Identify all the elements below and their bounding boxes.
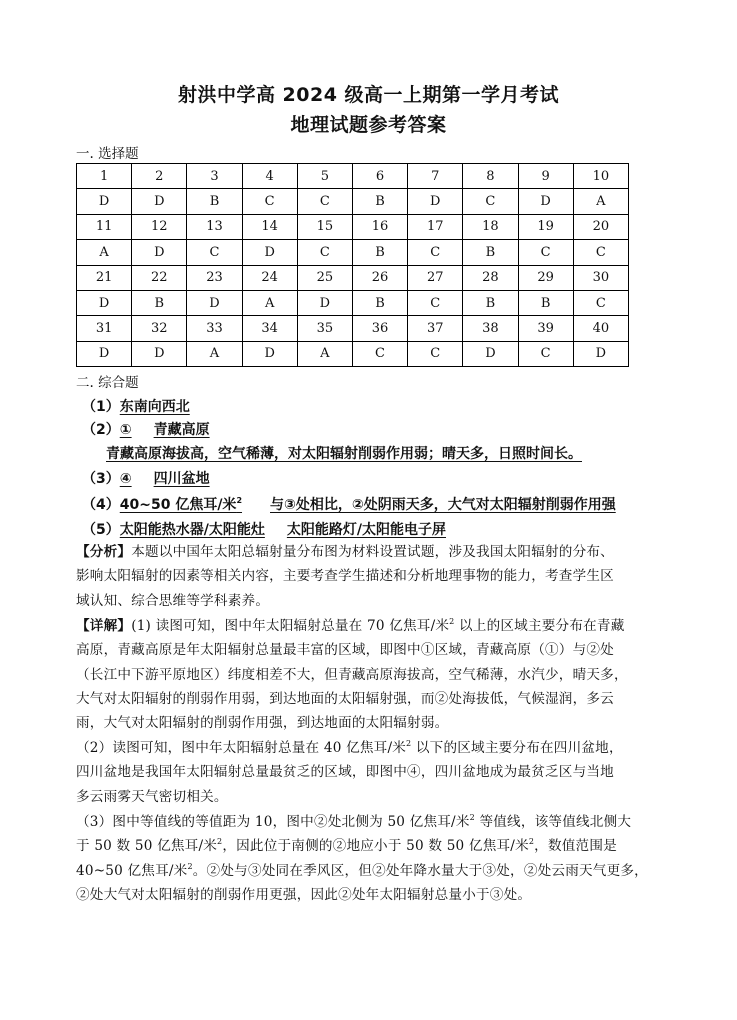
answer-key-cell: D — [132, 240, 187, 265]
question-number-cell: 14 — [242, 214, 297, 239]
text-line: 多云雨雾天气密切相关。 — [76, 788, 228, 805]
question-4-answer — [82, 494, 616, 514]
answer-key-cell: D — [297, 290, 352, 315]
answer-key-cell: C — [463, 189, 518, 214]
question-number-cell: 2 — [132, 164, 187, 189]
answer-key-cell: C — [187, 240, 242, 265]
answer-key-cell: B — [352, 290, 407, 315]
question-number-row — [77, 164, 629, 189]
answer-key-cell: A — [297, 341, 352, 366]
text-fragment: 以上的区域主要分布在青藏 — [454, 618, 625, 634]
text-fragment: ，数值范围是 — [534, 838, 617, 855]
unit-superscript: 2 — [187, 861, 193, 871]
unit-superscript: 2 — [217, 837, 223, 847]
question-number-row — [77, 265, 629, 290]
question-number-cell: 16 — [352, 214, 407, 239]
question-number-cell: 6 — [352, 164, 407, 189]
question-number-cell: 35 — [297, 316, 352, 341]
question-number-cell: 34 — [242, 316, 297, 341]
question-number-cell: 33 — [187, 316, 242, 341]
text-fragment: 。②处与③处同在季风区，但②处年降水量大于③处，②处云雨天气更多， — [192, 862, 648, 879]
text-line: （长江中下游平原地区）纬度相差不大，但青藏高原海拔高，空气稀薄，水汽少，晴天多， — [76, 666, 628, 683]
value-text: 40~50 亿焦耳/米 — [119, 497, 237, 513]
question-number-cell: 8 — [463, 164, 518, 189]
question-number-cell: 18 — [463, 214, 518, 239]
question-number-cell: 11 — [77, 214, 132, 239]
question-number-cell: 5 — [297, 164, 352, 189]
question-number: （3） — [82, 471, 120, 487]
answer-text: 四川盆地 — [153, 471, 210, 487]
answer-key-cell: D — [187, 290, 242, 315]
answer-key-cell: A — [573, 189, 628, 214]
answer-key-cell: C — [297, 240, 352, 265]
question-number: （2） — [82, 422, 120, 438]
answer-key-row — [77, 189, 629, 214]
answer-key-cell: B — [518, 290, 573, 315]
answer-key-cell: C — [518, 240, 573, 265]
question-number: （5） — [82, 522, 120, 538]
unit-superscript: 2 — [406, 739, 412, 748]
text-fragment: 等值线，该等值线北侧大 — [474, 814, 632, 830]
question-number-cell: 22 — [132, 265, 187, 290]
answer-key-row — [77, 240, 629, 265]
text-line: 高原，青藏高原是年太阳辐射总量最丰富的区域，即图中①区域，青藏高原（①）与②处 — [76, 642, 614, 659]
answer-key-cell: D — [132, 341, 187, 366]
text-fragment: 40~50 亿焦耳/米 — [76, 862, 188, 879]
question-number-cell: 39 — [518, 316, 573, 341]
question-number-cell: 37 — [408, 316, 463, 341]
unit-superscript: 2 — [469, 813, 475, 822]
question-number-cell: 21 — [77, 265, 132, 290]
question-1-answer — [82, 396, 190, 416]
question-number-cell: 36 — [352, 316, 407, 341]
question-number-row — [77, 214, 629, 239]
answer-text: 青藏高原 — [153, 422, 210, 438]
text-line: ②处大气对太阳辐射的削弱作用更强，因此②处年太阳辐射总量小于③处。 — [76, 886, 532, 903]
answer-reason: 与③处相比，②处阴雨天多，大气对太阳辐射削弱作用强 — [270, 497, 616, 513]
text-fragment: ，因此位于南侧的②地应小于 50 数 50 亿焦耳/米 — [222, 838, 529, 855]
analysis-paragraph — [76, 540, 676, 613]
answer-key-cell: D — [77, 189, 132, 214]
answer-key-cell: C — [352, 341, 407, 366]
question-number-cell: 12 — [132, 214, 187, 239]
answer-key-cell: C — [408, 290, 463, 315]
question-number-cell: 30 — [573, 265, 628, 290]
question-number-cell: 40 — [573, 316, 628, 341]
question-number-cell: 25 — [297, 265, 352, 290]
unit-superscript: 2 — [236, 496, 243, 505]
question-number-cell: 1 — [77, 164, 132, 189]
unit-superscript: 2 — [528, 837, 535, 847]
text-fragment: （3）图中等值线的等值距为 10，图中②处北侧为 50 亿焦耳/米 — [76, 814, 470, 830]
question-number-cell: 17 — [408, 214, 463, 239]
answer-key-cell: A — [187, 341, 242, 366]
question-number-cell: 4 — [242, 164, 297, 189]
question-number-cell: 23 — [187, 265, 242, 290]
answer-key-cell: D — [518, 189, 573, 214]
question-number: （1） — [82, 399, 120, 415]
answer-key-cell: C — [573, 240, 628, 265]
question-number-cell: 7 — [408, 164, 463, 189]
answer-key-cell: B — [352, 189, 407, 214]
answer-key-cell: D — [408, 189, 463, 214]
answer-key-cell: C — [408, 341, 463, 366]
detail-paragraph-2 — [76, 736, 676, 809]
answer-text-1: 太阳能热水器/太阳能灶 — [119, 522, 265, 538]
question-number-cell: 29 — [518, 265, 573, 290]
text-line: 大气对太阳辐射的削弱作用弱，到达地面的太阳辐射强，而②处海拔低，气候湿润，多云 — [76, 690, 614, 707]
question-3-answer — [82, 468, 210, 488]
analysis-label: 【分析】 — [76, 544, 132, 560]
answer-key-cell: B — [463, 240, 518, 265]
question-number-cell: 26 — [352, 265, 407, 290]
question-5-answer — [82, 519, 446, 539]
answer-key-row — [77, 341, 629, 366]
question-number-cell: 19 — [518, 214, 573, 239]
answer-mark: ① — [119, 422, 132, 438]
text-line: 本题以中国年太阳总辐射量分布图为材料设置试题，涉及我国太阳辐射的分布、 — [131, 544, 614, 560]
detail-paragraph-3 — [76, 810, 676, 907]
section-choice-heading: 一. 选择题 — [76, 146, 139, 162]
answer-key-cell: A — [77, 240, 132, 265]
question-number-cell: 10 — [573, 164, 628, 189]
text-line: 影响太阳辐射的因素等相关内容，主要考查学生描述和分析地理事物的能力，考查学生区 — [76, 568, 614, 585]
question-2-reason — [106, 443, 582, 463]
question-number-cell: 38 — [463, 316, 518, 341]
question-number-row — [77, 316, 629, 341]
answer-key-cell: D — [242, 341, 297, 366]
question-2-answer — [82, 419, 210, 439]
question-number-cell: 13 — [187, 214, 242, 239]
answer-key-cell: D — [573, 341, 628, 366]
answer-text: 东南向西北 — [119, 399, 190, 415]
answer-key-cell: D — [463, 341, 518, 366]
question-number-cell: 15 — [297, 214, 352, 239]
question-number-cell: 32 — [132, 316, 187, 341]
answer-reason: 青藏高原海拔高，空气稀薄，对太阳辐射削弱作用弱；晴天多，日照时间长。 — [106, 446, 582, 462]
question-number-cell: 28 — [463, 265, 518, 290]
text-line: 雨，大气对太阳辐射的削弱作用强，到达地面的太阳辐射弱。 — [76, 715, 449, 732]
question-number-cell: 20 — [573, 214, 628, 239]
question-number-cell: 27 — [408, 265, 463, 290]
answer-text-2: 太阳能路灯/太阳能电子屏 — [286, 522, 446, 538]
answer-key-cell: B — [352, 240, 407, 265]
question-number-cell: 24 — [242, 265, 297, 290]
text-fragment: （2）读图可知，图中年太阳辐射总量在 40 亿焦耳/米 — [76, 740, 407, 756]
answer-key-cell: D — [242, 240, 297, 265]
answer-key-cell: B — [187, 189, 242, 214]
answer-key-cell: D — [77, 341, 132, 366]
answer-key-cell: D — [77, 290, 132, 315]
answer-key-cell: C — [297, 189, 352, 214]
answer-key-cell: C — [408, 240, 463, 265]
answer-key-row — [77, 290, 629, 315]
answer-key-cell: D — [132, 189, 187, 214]
question-number-cell: 9 — [518, 164, 573, 189]
answer-key-cell: C — [518, 341, 573, 366]
answer-key-cell: B — [463, 290, 518, 315]
answer-key-cell: B — [132, 290, 187, 315]
answer-value — [120, 497, 256, 513]
detail-label: 【详解】 — [76, 618, 132, 634]
answer-mark: ④ — [119, 471, 132, 487]
text-fragment: 以下的区域主要分布在四川盆地， — [411, 740, 623, 756]
text-fragment: (1) 读图可知，图中年太阳辐射总量在 70 亿焦耳/米 — [131, 618, 450, 634]
text-fragment: 于 50 数 50 亿焦耳/米 — [76, 838, 218, 855]
unit-superscript: 2 — [449, 617, 455, 626]
section-comprehensive-heading: 二. 综合题 — [76, 375, 139, 391]
page-subtitle: 地理试题参考答案 — [290, 114, 447, 136]
detail-paragraph-1 — [76, 614, 676, 735]
answer-key-cell: C — [242, 189, 297, 214]
question-number-cell: 31 — [77, 316, 132, 341]
answer-key-cell: A — [242, 290, 297, 315]
text-line: 四川盆地是我国年太阳辐射总量最贫乏的区域，即图中④，四川盆地成为最贫乏区与当地 — [76, 764, 614, 781]
question-number-cell: 3 — [187, 164, 242, 189]
answer-table — [76, 163, 629, 367]
answer-key-cell: C — [573, 290, 628, 315]
text-line: 域认知、综合思维等学科素养。 — [76, 592, 270, 609]
question-number: （4） — [82, 497, 120, 513]
page-title: 射洪中学高 2024 级高一上期第一学月考试 — [177, 84, 560, 106]
